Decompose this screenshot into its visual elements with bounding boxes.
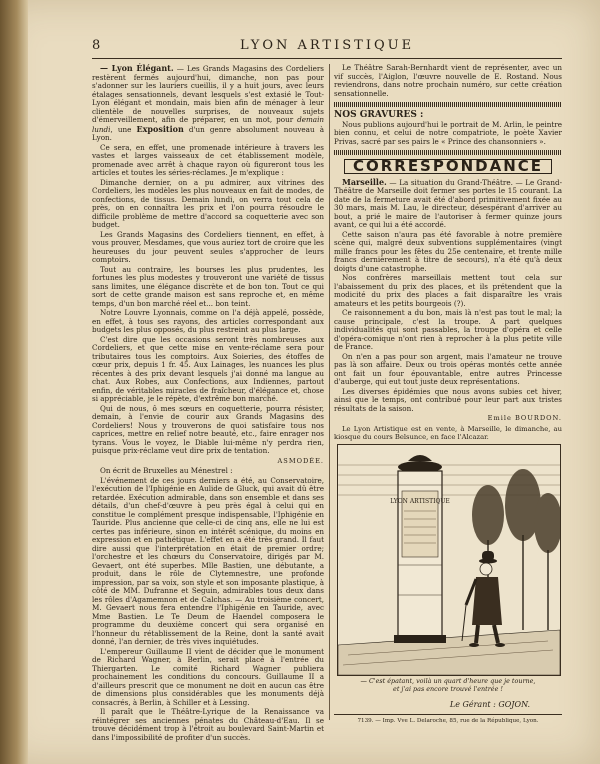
article-lead: Marseille. <box>342 176 387 187</box>
cartoon-illustration <box>337 444 561 676</box>
paragraph: Ce sera, en effet, une promenade intérieure à travers les vastes et larges vaisseaux de cet établissement modèle, promenade avec arrêt à chaque rayon où figureront tous les articles et toutes les séries-réclames. Je m'explique : <box>92 142 324 177</box>
page-gutter <box>0 0 28 764</box>
article-guillaume: L'empereur Guillaume II vient de décider que le monument de Richard Wagner, à Berlin, serait placé à l'entrée du Thiergarten. Le comité Richard Wagner publiera prochainement les conditions du concours. Guillaume II a d'ailleurs prescrit que ce monument ne doit en aucun cas être de dimensions plus considérables que les monuments déjà consacrés, à Berlin, à Schiller et à Lessing. <box>92 646 324 707</box>
article-text: — La situation du Grand-Théâtre. — Le Grand-Théâtre de Marseille doit fermer ses portes le 15 courant. La date de la fermeture avait été d'abord primitivement fixée au 30 mars, mais M. Lau, le directeur, désespérant d'arriver au bout, a prié le maire de l'autoriser à fermer quinze jours avant, ce qui lui a été accordé. <box>334 177 562 229</box>
running-title: LYON ARTISTIQUE <box>239 38 415 53</box>
page-number: 8 <box>92 38 101 53</box>
article-text: d'un genre absolument nouveau à Lyon. <box>92 124 324 142</box>
illustration-caption <box>337 678 559 693</box>
article-lead: — Lyon Élégant. <box>100 63 174 73</box>
article-theatre-lyrique: Il paraît que le Théâtre-Lyrique de la Renaissance va réintégrer ses anciennes pénates du Château-d'Eau. Il se trouve décidément trop à l'étroit au boulevard Saint-Martin et dans l'impossibilité de profiter d'un succès. <box>92 707 324 742</box>
paragraph: Ce raisonnement a du bon, mais là n'est pas tout le mal; la cause principale, c'est la troupe. A part quelques individualités qui sont passables, la troupe d'opéra et celle d'opéra-comique n'ont rien à reprocher à la plus petite ville de France. <box>334 308 562 351</box>
cartoon-drawing <box>338 445 560 675</box>
article-text: demain lundi <box>92 115 324 134</box>
paragraph: Les Grands Magasins des Cordeliers tiennent, en effet, à vous prouver, Mesdames, que vous auriez tort de croire que les heureuses du jour peuvent seules s'approcher de leurs comptoirs. <box>92 229 324 264</box>
signature: ASMODÉE. <box>277 456 324 465</box>
poster-text: LYON ARTISTIQUE <box>390 498 450 505</box>
page-header <box>92 38 562 54</box>
section-title-gravures: NOS GRAVURES : <box>334 110 424 120</box>
article-text: — Les Grands Magasins des Cordeliers restèrent fermés aujourd'hui, dimanche, non pas pour s'adonner sur les lauriers cueillis, il y a huit jours, avec leurs étalages sensationnels, devant lesquels s'est extasié le Tout-Lyon élégant et mondain, mais bien afin de ménager à leur clientèle de nouvelles surprises, de nouveaux sujets d'émerveillement, afin de préparer, en un mot, pour <box>92 64 324 124</box>
paragraph: Les diverses épidémies que nous avons subies cet hiver, ainsi que le temps, ont contribué pour leur part aux tristes résultats de la saison. <box>334 386 562 413</box>
article-text: Exposition <box>136 123 184 134</box>
column-divider <box>329 64 330 720</box>
caption-line: — C'est épatant, voilà un quart d'heure que je tourne, <box>360 677 536 685</box>
right-column <box>334 64 562 443</box>
caption-line: et j'ai pas encore trouvé l'entrée ! <box>393 684 503 693</box>
paragraph: Qui de nous, ô mes sœurs en coquetterie, pourra résister, demain, à l'envie de courir aux Grands Magasins des Cordeliers! Nous y trouverons de quoi satisfaire tous nos caprices, mettre en relief notre beauté, etc., faire enrager nos tyrans. Vous le voyez, le Diable lui-même n'y perdra rien, puisque prix-réclame veut dire prix de tentation. <box>92 403 324 455</box>
paragraph: Notre Louvre Lyonnais, comme on l'a déjà appelé, possède, en effet, à tous ses rayons, des articles correspondant aux budgets les plus opposés, du plus restreint au plus large. <box>92 308 324 334</box>
left-column <box>92 64 324 743</box>
sales-notice: Le Lyon Artistique est en vente, à Marseille, le dimanche, au kiosque du cours Belsunce, en face l'Alcazar. <box>334 424 562 441</box>
article-bruxelles-intro: On écrit de Bruxelles au Ménestrel : <box>100 466 233 475</box>
paragraph: Nous publions aujourd'hui le portrait de M. Arlin, le peintre bien connu, et celui de notre compatriote, le poète Xavier Privas, sacré par ses pairs le « Prince des chansonniers ». <box>334 119 562 146</box>
section-rule <box>334 150 562 155</box>
article-marseille <box>334 178 562 230</box>
article-sarah-bernhardt: Le Théâtre Sarah-Bernhardt vient de représenter, avec un vif succès, l'Aiglon, l'œuvre nouvelle de E. Rostand. Nous reviendrons, dans notre prochain numéro, sur cette création sensationnelle. <box>334 63 562 98</box>
correspondance-heading <box>334 159 562 174</box>
paragraph: C'est dire que les occasions seront très nombreuses aux Cordeliers, et que cette mise en vente-réclame sera pour tributaires tous les comptoirs. Aux Soieries, des étoffes de cœur prix, depuis 1 fr. 45. Aux Lainages, les nuances les plus récentes à des prix devant lesquels j'ai donné ma langue au chat. Aux Robes, aux Confections, aux Indiennes, partout enfin, de véritables miracles de fraîcheur, d'élégance et, chose si appréciable, je le répète, d'extrême bon marché. <box>92 334 324 403</box>
paragraph: Dimanche dernier, on a pu admirer, aux vitrines des Cordeliers, les modèles les plus nouveaux en fait de modes, de confections, de tissus. Demain lundi, on verra tout cela de près, on en connaîtra les prix et l'on pourra résoudre le difficile problème de mettre d'accord sa coquetterie avec son budget. <box>92 177 324 229</box>
footer-rule <box>334 714 562 715</box>
paragraph: On n'en a pas pour son argent, mais l'amateur ne trouve pas là son affaire. Deux ou trois opéras montés cette année ont fait un four épouvantable, entre autres Princesse d'auberge, qui eut tout juste deux représentations. <box>334 351 562 386</box>
section-rule <box>334 102 562 107</box>
paragraph: L'événement de ces jours derniers a été, au Conservatoire, l'exécution de l'Iphigénie en Aulide de Gluck, qui avait dû être retardée. Exécution admirable, dans son ensemble et dans ses détails, d'un chef-d'œuvre à peu près égal à celui qui en constitue le complément presque indispensable, l'Iphigénie en Tauride. Plus ancienne que celle-ci de cinq ans, elle ne lui est certes pas inférieure, sinon en intérêt scénique, du moins en expression et en pathétique. L'effet en a été très grand. Il faut dire aussi que l'interprétation en était de premier ordre; l'orchestre et les chœurs du Conservatoire, dirigés par M. Gevaert, ont été superbes. Mlle Bastien, une débutante, a produit, dans le rôle de Clytemnestre, une profonde impression, par sa voix, son style et son imposante plastique, à côté de MM. Dufranne et Seguin, admirables tous deux dans les rôles d'Agamemnon et de Calchas. — Au troisième concert, M. Gevaert nous fera entendre l'Iphigénie en Tauride, avec Mme Bastien. Le Te Deum de Haendel composera le programme du deuxième concert qui sera organisé en l'honneur du rétablissement de la Reine, dont la santé avait donné, l'an dernier, de très vives inquiétudes. <box>92 475 324 646</box>
paragraph: Cette saison n'aura pas été favorable à notre première scène qui, malgré deux subventions supplémentaires (vingt mille francs pour les fêtes du 25e centenaire, et trente mille francs dernièrement à titre de secours), n'a été qu'à deux doigts d'une catastrophe. <box>334 229 562 273</box>
article-text: , une <box>110 124 137 134</box>
printer-imprint: 7139. — Imp. Vve L. Delaroche, 85, rue de la République, Lyon. <box>357 718 539 724</box>
correspondance-title: CORRESPONDANCE <box>344 159 552 174</box>
gerant-signature: Le Gérant : GOJON. <box>449 700 531 709</box>
paragraph: Nos confrères marseillais mettent tout cela sur l'abaissement du prix des places, et ils prétendent que la modicité du prix des places a fait disparaître les vrais amateurs et les petits bourgeois (?). <box>334 273 562 308</box>
article-lyon-elegant <box>92 64 324 143</box>
header-rule <box>92 58 562 59</box>
paragraph: Tout au contraire, les bourses les plus prudentes, les fortunes les plus modestes y trouveront une variété de tissus sans limites, une élégance discrète et de bon ton. Tout ce qui sort de cette grande maison est sans reproche et, en même temps, d'un bon marché réel et... bon teint. <box>92 264 324 308</box>
signature: Emile BOURDON. <box>487 414 562 422</box>
